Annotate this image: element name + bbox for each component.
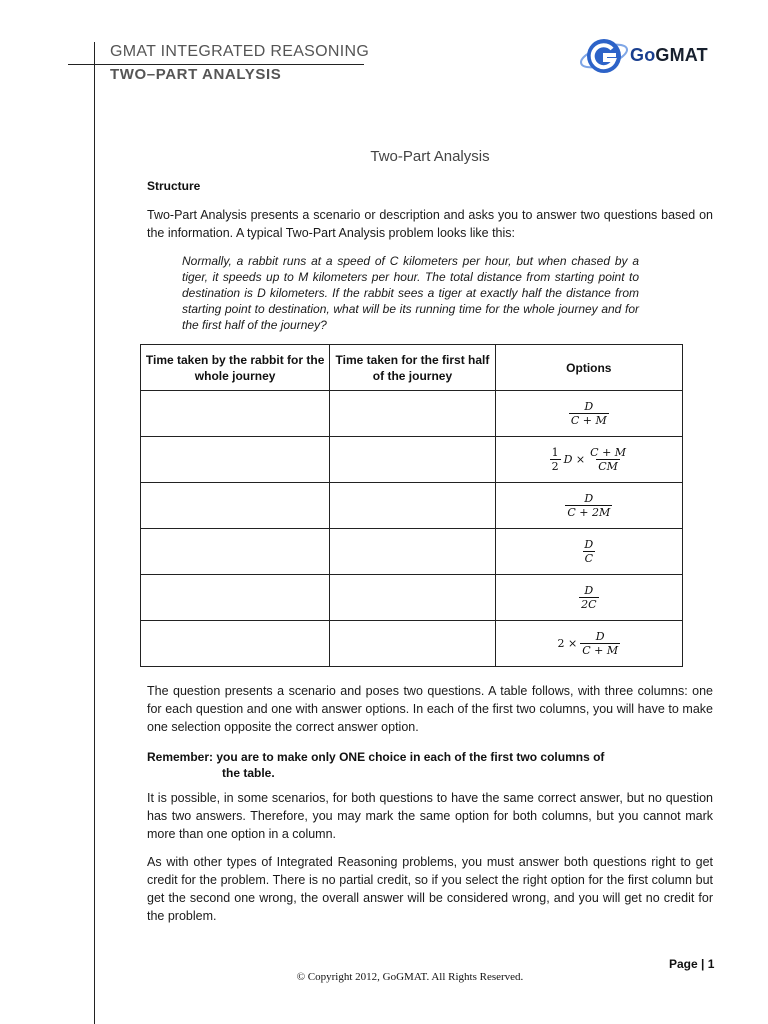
header-options: Options	[495, 345, 682, 391]
option-2: $\frac{1}{2}$ D × $\frac{C + M}{CM}$	[551, 446, 627, 473]
option-1: $\frac{D}{C + M}$	[570, 400, 607, 427]
table-row	[141, 437, 683, 483]
page-number: Page | 1	[669, 957, 715, 971]
remember-note: Remember: you are to make only ONE choice in each of the first two columns of the table.	[147, 750, 605, 780]
header-whole-journey: Time taken by the rabbit for the whole journey	[141, 345, 330, 391]
whole-journey-cell[interactable]	[141, 391, 330, 437]
first-half-cell[interactable]	[330, 529, 495, 575]
explanation-paragraph: The question presents a scenario and poses two questions. A table follows, with three columns: one for each question and one with answer options. In each of the first two columns, you will have to make one selection opposite the correct answer option.	[147, 684, 713, 734]
table-header-row	[141, 345, 683, 391]
logo-wordmark: GoGMAT	[630, 45, 708, 65]
whole-journey-cell[interactable]	[141, 575, 330, 621]
table-row	[141, 575, 683, 621]
header-first-half: Time taken for the first half of the journey	[330, 345, 495, 391]
whole-journey-cell[interactable]	[141, 483, 330, 529]
example-question: Normally, a rabbit runs at a speed of C kilometers per hour, but when chased by a tiger, it speeds up to M kilometers per hour. The total distance from starting point to destination is D kilometers. If the rabbit sees a tiger at exactly half the distance from starting point to destination, what will be its running time for the whole journey and for the first half of the journey?	[182, 254, 639, 332]
option-6: 2 × $\frac{D}{C + M}$	[557, 630, 619, 657]
document-title: Two-Part Analysis	[370, 148, 490, 165]
table-row	[141, 391, 683, 437]
same-answer-paragraph: It is possible, in some scenarios, for both questions to have the same correct answer, but no question has two answers. Therefore, you may mark the same option for both columns, but you cannot mark more than one option in a column.	[147, 791, 713, 841]
margin-rule-vertical	[94, 42, 95, 1024]
option-5: $\frac{D}{2C}$	[581, 584, 597, 611]
table-row	[141, 529, 683, 575]
option-4: $\frac{D}{C}$	[584, 538, 594, 565]
options-table	[140, 344, 683, 667]
first-half-cell[interactable]	[330, 575, 495, 621]
option-3: $\frac{D}{C + 2M}$	[567, 492, 611, 519]
first-half-cell[interactable]	[330, 391, 495, 437]
whole-journey-cell[interactable]	[141, 437, 330, 483]
header-subtitle: TWO–PART ANALYSIS	[110, 66, 282, 83]
credit-paragraph: As with other types of Integrated Reasoning problems, you must answer both questions right to get credit for the problem. There is no partial credit, so if you select the right option for the first column but get the second one wrong, the overall answer will be considered wrong, and you will get no credit for the problem.	[147, 855, 713, 923]
section-heading: Structure	[147, 179, 201, 193]
header-title: GMAT INTEGRATED REASONING	[110, 43, 370, 60]
table-row	[141, 483, 683, 529]
whole-journey-cell[interactable]	[141, 621, 330, 667]
whole-journey-cell[interactable]	[141, 529, 330, 575]
first-half-cell[interactable]	[330, 483, 495, 529]
intro-paragraph: Two-Part Analysis presents a scenario or description and asks you to answer two questions based on the information. A typical Two-Part Analysis problem looks like this:	[147, 208, 713, 240]
header-rule	[68, 64, 364, 65]
copyright-notice: © Copyright 2012, GoGMAT. All Rights Reserved.	[296, 971, 524, 983]
first-half-cell[interactable]	[330, 437, 495, 483]
table-row	[141, 621, 683, 667]
first-half-cell[interactable]	[330, 621, 495, 667]
